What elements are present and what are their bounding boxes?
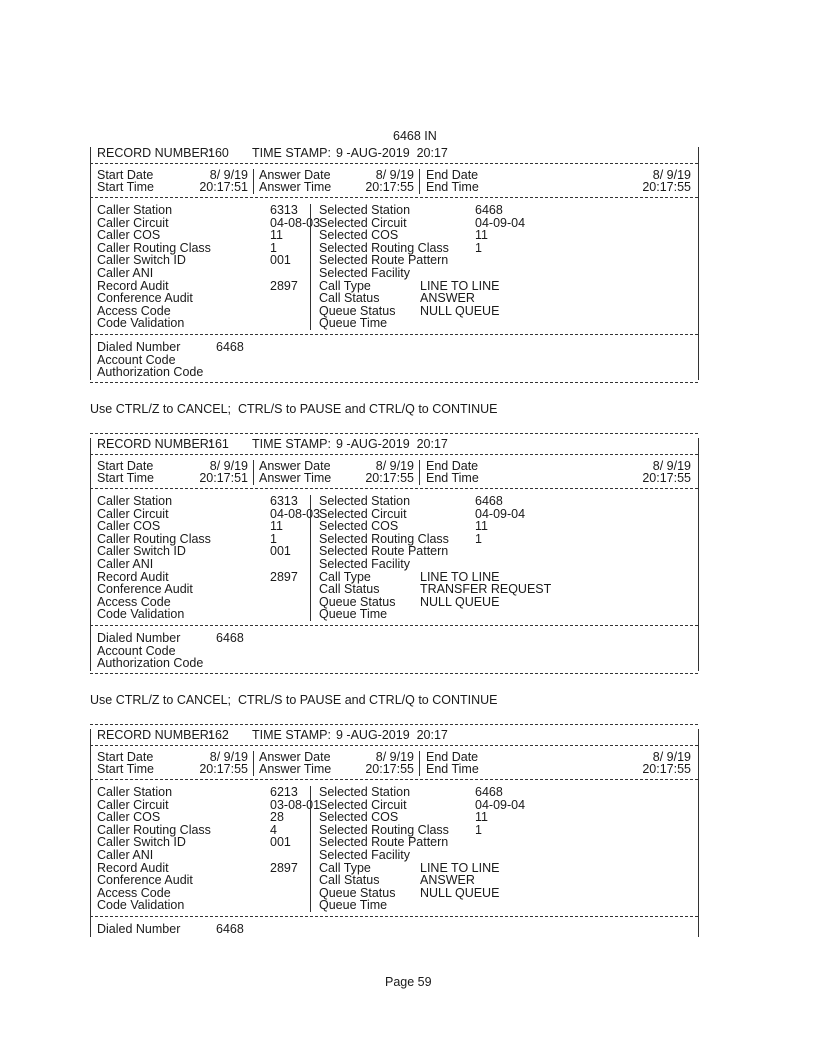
answer-date-label: Answer Date xyxy=(259,750,331,764)
selected-field-value: 6468 xyxy=(475,494,503,508)
selected-field-label: Call Type xyxy=(319,278,371,293)
caller-field-value: 4 xyxy=(270,822,277,837)
vertical-border xyxy=(310,495,311,621)
time-stamp: 9 -AUG-2019 20:17 xyxy=(336,437,448,451)
caller-field-label: Caller Station xyxy=(97,785,173,799)
selected-field-value: NULL QUEUE xyxy=(420,885,500,900)
selected-field-label: Selected COS xyxy=(319,519,399,534)
caller-field-value: 1 xyxy=(270,240,277,255)
caller-field-value: 04-08-03 xyxy=(270,215,321,230)
vertical-border xyxy=(419,169,420,194)
selected-field-label: Selected Circuit xyxy=(319,506,407,521)
answer-time-label: Answer Time xyxy=(259,180,332,194)
caller-field-label: Caller COS xyxy=(97,228,161,243)
caller-field-label: Conference Audit xyxy=(97,291,193,306)
caller-field-label: Caller Switch ID xyxy=(97,835,186,850)
selected-field-value: 1 xyxy=(475,822,482,837)
selected-field-label: Selected Station xyxy=(319,785,411,799)
selected-field-value: 1 xyxy=(475,531,482,546)
selected-field-label: Selected Station xyxy=(319,203,411,217)
end-date-label: End Date xyxy=(426,750,479,764)
record-number-label: RECORD NUMBER: xyxy=(97,728,213,742)
record-number-label: RECORD NUMBER: xyxy=(97,146,213,160)
dashed-divider xyxy=(90,163,698,164)
end-date: 8/ 9/19 xyxy=(652,750,691,764)
dialing-field-label: Account Code xyxy=(97,643,176,658)
time-stamp-label: TIME STAMP: xyxy=(252,728,331,742)
selected-field-label: Queue Time xyxy=(319,898,388,913)
caller-field-label: Caller Routing Class xyxy=(97,240,211,255)
start-date-label: Start Date xyxy=(97,168,154,182)
dashed-divider xyxy=(90,382,698,383)
selected-field-value: LINE TO LINE xyxy=(420,278,500,293)
vertical-border xyxy=(698,438,699,671)
end-time: 20:17:55 xyxy=(642,180,691,194)
caller-field-label: Access Code xyxy=(97,594,171,609)
caller-field-value: 11 xyxy=(270,228,283,243)
dashed-divider xyxy=(90,745,698,746)
caller-field-label: Record Audit xyxy=(97,860,169,875)
selected-field-label: Selected Route Pattern xyxy=(319,253,449,268)
record-number: 161 xyxy=(208,437,229,451)
selected-field-label: Selected Circuit xyxy=(319,797,407,812)
selected-field-value: NULL QUEUE xyxy=(420,303,500,318)
selected-field-label: Call Type xyxy=(319,569,371,584)
caller-field-value: 6213 xyxy=(270,785,298,799)
selected-field-label: Call Status xyxy=(319,873,380,888)
start-time: 20:17:51 xyxy=(199,471,248,485)
caller-field-value: 11 xyxy=(270,519,283,534)
answer-time-label: Answer Time xyxy=(259,762,332,776)
start-time-label: Start Time xyxy=(97,180,154,194)
dashed-divider xyxy=(90,779,698,780)
vertical-border xyxy=(90,438,91,671)
selected-field-value: LINE TO LINE xyxy=(420,860,500,875)
time-stamp-label: TIME STAMP: xyxy=(252,437,331,451)
selected-field-value: ANSWER xyxy=(420,291,475,306)
caller-field-label: Access Code xyxy=(97,303,171,318)
vertical-border xyxy=(698,729,699,937)
caller-field-value: 2897 xyxy=(270,278,298,293)
start-time: 20:17:51 xyxy=(199,180,248,194)
end-time-label: End Time xyxy=(426,762,479,776)
selected-field-label: Selected Routing Class xyxy=(319,240,449,255)
answer-date: 8/ 9/19 xyxy=(375,750,414,764)
selected-field-label: Selected COS xyxy=(319,810,399,825)
caller-field-label: Caller Circuit xyxy=(97,797,169,812)
vertical-border xyxy=(310,204,311,330)
end-time-label: End Time xyxy=(426,471,479,485)
selected-field-value: ANSWER xyxy=(420,873,475,888)
cancel-instruction: Use CTRL/Z to CANCEL; CTRL/S to PAUSE and CTRL/Q to CONTINUE xyxy=(90,402,498,416)
time-stamp-label: TIME STAMP: xyxy=(252,146,331,160)
time-stamp: 9 -AUG-2019 20:17 xyxy=(336,146,448,160)
caller-field-label: Caller ANI xyxy=(97,557,154,571)
vertical-border xyxy=(698,147,699,380)
record-number: 160 xyxy=(208,146,229,160)
answer-time: 20:17:55 xyxy=(365,471,414,485)
dashed-divider xyxy=(90,197,698,198)
end-time: 20:17:55 xyxy=(642,471,691,485)
selected-field-label: Queue Status xyxy=(319,594,396,609)
vertical-border xyxy=(253,169,254,194)
answer-time: 20:17:55 xyxy=(365,762,414,776)
caller-field-label: Caller Switch ID xyxy=(97,544,186,559)
selected-field-value: 11 xyxy=(475,519,488,534)
caller-field-value: 2897 xyxy=(270,860,298,875)
caller-field-label: Record Audit xyxy=(97,569,169,584)
vertical-border xyxy=(253,751,254,776)
vertical-border xyxy=(90,729,91,937)
caller-field-label: Caller COS xyxy=(97,519,161,534)
caller-field-label: Code Validation xyxy=(97,607,185,622)
answer-date: 8/ 9/19 xyxy=(375,168,414,182)
end-time: 20:17:55 xyxy=(642,762,691,776)
caller-field-label: Caller Circuit xyxy=(97,215,169,230)
caller-field-label: Code Validation xyxy=(97,316,185,331)
caller-field-value: 03-08-01 xyxy=(270,797,321,812)
answer-time: 20:17:55 xyxy=(365,180,414,194)
caller-field-label: Conference Audit xyxy=(97,873,193,888)
selected-field-value: 04-09-04 xyxy=(475,215,526,230)
answer-date-label: Answer Date xyxy=(259,459,331,473)
caller-field-value: 04-08-03 xyxy=(270,506,321,521)
caller-field-label: Code Validation xyxy=(97,898,185,913)
vertical-border xyxy=(419,751,420,776)
vertical-border xyxy=(419,460,420,485)
dialing-field-value: 6468 xyxy=(216,340,244,354)
selected-field-label: Selected Facility xyxy=(319,557,411,571)
selected-field-label: Selected Route Pattern xyxy=(319,835,449,850)
caller-field-label: Caller Station xyxy=(97,494,173,508)
top-note: 6468 IN xyxy=(393,129,437,143)
selected-field-value: NULL QUEUE xyxy=(420,594,500,609)
cancel-instruction: Use CTRL/Z to CANCEL; CTRL/S to PAUSE and CTRL/Q to CONTINUE xyxy=(90,693,498,707)
start-date-label: Start Date xyxy=(97,459,154,473)
dashed-divider xyxy=(90,724,698,725)
caller-field-label: Caller Circuit xyxy=(97,506,169,521)
selected-field-value: 6468 xyxy=(475,203,503,217)
caller-field-label: Record Audit xyxy=(97,278,169,293)
answer-date-label: Answer Date xyxy=(259,168,331,182)
end-date-label: End Date xyxy=(426,459,479,473)
caller-field-label: Caller Station xyxy=(97,203,173,217)
dashed-divider xyxy=(90,673,698,674)
vertical-border xyxy=(310,786,311,912)
dialing-field-value: 6468 xyxy=(216,922,244,936)
caller-field-value: 001 xyxy=(270,835,291,850)
caller-field-value: 6313 xyxy=(270,494,298,508)
selected-field-label: Call Status xyxy=(319,291,380,306)
selected-field-value: TRANSFER REQUEST xyxy=(420,582,552,597)
selected-field-value: 04-09-04 xyxy=(475,797,526,812)
caller-field-label: Conference Audit xyxy=(97,582,193,597)
start-time-label: Start Time xyxy=(97,471,154,485)
record-number-label: RECORD NUMBER: xyxy=(97,437,213,451)
selected-field-label: Selected Facility xyxy=(319,848,411,862)
start-date: 8/ 9/19 xyxy=(209,459,248,473)
caller-field-value: 001 xyxy=(270,544,291,559)
dashed-divider xyxy=(90,916,698,917)
selected-field-label: Selected Routing Class xyxy=(319,531,449,546)
selected-field-label: Call Type xyxy=(319,860,371,875)
start-time: 20:17:55 xyxy=(199,762,248,776)
selected-field-value: 6468 xyxy=(475,785,503,799)
selected-field-value: 04-09-04 xyxy=(475,506,526,521)
dashed-divider xyxy=(90,625,698,626)
selected-field-label: Queue Time xyxy=(319,607,388,622)
start-time-label: Start Time xyxy=(97,762,154,776)
selected-field-label: Queue Status xyxy=(319,885,396,900)
dashed-divider xyxy=(90,334,698,335)
end-date: 8/ 9/19 xyxy=(652,168,691,182)
time-stamp: 9 -AUG-2019 20:17 xyxy=(336,728,448,742)
dialing-field-label: Authorization Code xyxy=(97,656,204,671)
end-date: 8/ 9/19 xyxy=(652,459,691,473)
caller-field-value: 28 xyxy=(270,810,284,825)
selected-field-label: Selected Routing Class xyxy=(319,822,449,837)
caller-field-value: 1 xyxy=(270,531,277,546)
vertical-border xyxy=(253,460,254,485)
page-number: Page 59 xyxy=(385,975,432,989)
caller-field-label: Caller ANI xyxy=(97,266,154,280)
caller-field-label: Caller ANI xyxy=(97,848,154,862)
selected-field-label: Call Status xyxy=(319,582,380,597)
selected-field-value: LINE TO LINE xyxy=(420,569,500,584)
selected-field-label: Selected Station xyxy=(319,494,411,508)
caller-field-label: Caller COS xyxy=(97,810,161,825)
selected-field-value: 11 xyxy=(475,810,488,825)
selected-field-label: Selected COS xyxy=(319,228,399,243)
end-date-label: End Date xyxy=(426,168,479,182)
selected-field-label: Queue Time xyxy=(319,316,388,331)
selected-field-label: Selected Facility xyxy=(319,266,411,280)
dashed-divider xyxy=(90,488,698,489)
dialing-field-value: 6468 xyxy=(216,631,244,645)
vertical-border xyxy=(90,147,91,380)
selected-field-value: 1 xyxy=(475,240,482,255)
end-time-label: End Time xyxy=(426,180,479,194)
answer-time-label: Answer Time xyxy=(259,471,332,485)
caller-field-label: Caller Routing Class xyxy=(97,822,211,837)
dashed-divider xyxy=(90,454,698,455)
start-date-label: Start Date xyxy=(97,750,154,764)
selected-field-label: Queue Status xyxy=(319,303,396,318)
caller-field-label: Access Code xyxy=(97,885,171,900)
caller-field-value: 001 xyxy=(270,253,291,268)
selected-field-label: Selected Circuit xyxy=(319,215,407,230)
caller-field-value: 2897 xyxy=(270,569,298,584)
dialing-field-label: Authorization Code xyxy=(97,365,204,380)
dialing-field-label: Dialed Number xyxy=(97,340,181,354)
start-date: 8/ 9/19 xyxy=(209,168,248,182)
dialing-field-label: Account Code xyxy=(97,352,176,367)
start-date: 8/ 9/19 xyxy=(209,750,248,764)
dialing-field-label: Dialed Number xyxy=(97,631,181,645)
caller-field-label: Caller Switch ID xyxy=(97,253,186,268)
selected-field-label: Selected Route Pattern xyxy=(319,544,449,559)
record-number: 162 xyxy=(208,728,229,742)
dialing-field-label: Dialed Number xyxy=(97,922,181,936)
caller-field-label: Caller Routing Class xyxy=(97,531,211,546)
selected-field-value: 11 xyxy=(475,228,488,243)
dashed-divider xyxy=(90,433,698,434)
caller-field-value: 6313 xyxy=(270,203,298,217)
answer-date: 8/ 9/19 xyxy=(375,459,414,473)
